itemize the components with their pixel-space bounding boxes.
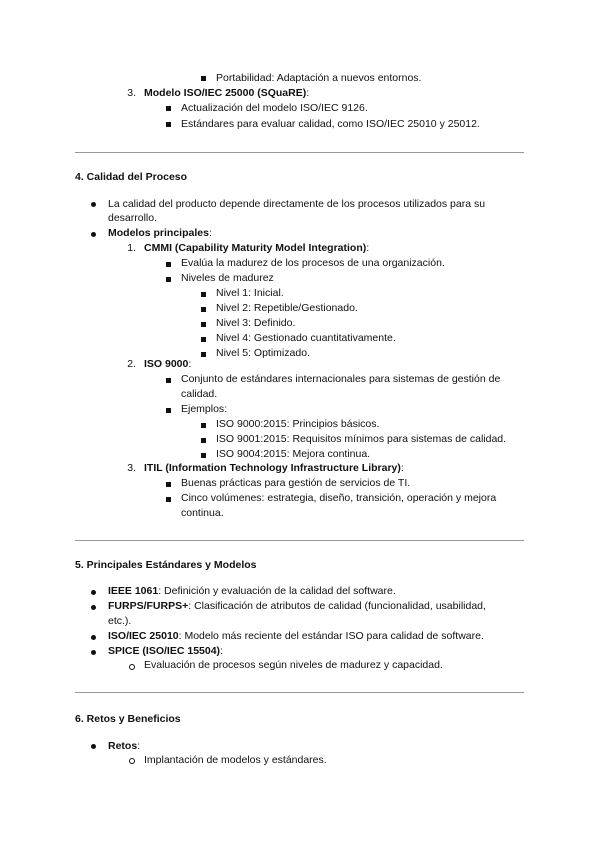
list-item-models: Modelos principales: bbox=[108, 227, 212, 239]
list-number: 3. bbox=[127, 87, 136, 99]
term: Modelos principales bbox=[108, 227, 209, 239]
bullet-icon bbox=[91, 605, 96, 610]
list-item-spice: SPICE (ISO/IEC 15504): bbox=[108, 645, 223, 657]
list-item: Actualización del modelo ISO/IEC 9126. bbox=[181, 102, 368, 114]
square-bullet-icon bbox=[166, 262, 171, 267]
list-item: La calidad del producto depende directamente de los procesos utilizados para su bbox=[108, 198, 486, 210]
list-item-example: ISO 9004:2015: Mejora continua. bbox=[216, 448, 371, 460]
bullet-icon bbox=[91, 202, 96, 207]
list-item: Conjunto de estándares internacionales para sistemas de gestión de bbox=[181, 373, 501, 385]
list-item-level: Nivel 3: Definido. bbox=[216, 317, 296, 329]
bullet-icon bbox=[91, 635, 96, 640]
list-item: Implantación de modelos y estándares. bbox=[144, 754, 327, 766]
square-bullet-icon bbox=[201, 292, 206, 297]
description: : Clasificación de atributos de calidad (funcionalidad, usabilidad, bbox=[188, 600, 486, 612]
list-item-portabilidad: Portabilidad: Adaptación a nuevos entornos. bbox=[216, 72, 422, 84]
list-item-level: Nivel 5: Optimizado. bbox=[216, 347, 310, 359]
term: ISO/IEC 25010 bbox=[108, 630, 179, 642]
list-item-continuation: etc.). bbox=[108, 615, 132, 627]
term: FURPS/FURPS+ bbox=[108, 600, 189, 612]
list-item-level: Nivel 4: Gestionado cuantitativamente. bbox=[216, 332, 396, 344]
list-item: Estándares para evaluar calidad, como ISO/IEC 25010 y 25012. bbox=[181, 118, 480, 130]
section-heading-4: 4. Calidad del Proceso bbox=[75, 171, 188, 183]
list-item-level: Nivel 2: Repetible/Gestionado. bbox=[216, 302, 358, 314]
list-item-level: Nivel 1: Inicial. bbox=[216, 287, 284, 299]
square-bullet-icon bbox=[201, 76, 206, 81]
list-item-example: ISO 9001:2015: Requisitos mínimos para sistemas de calidad. bbox=[216, 433, 507, 445]
horizontal-rule bbox=[75, 152, 524, 153]
square-bullet-icon bbox=[201, 438, 206, 443]
square-bullet-icon bbox=[166, 482, 171, 487]
list-item-examples: Ejemplos: bbox=[181, 403, 228, 415]
list-item-itil: ITIL (Information Technology Infrastructure Library): bbox=[144, 462, 404, 474]
list-item-cmmi: CMMI (Capability Maturity Model Integration): bbox=[144, 242, 370, 254]
list-item-iso9000: ISO 9000: bbox=[144, 358, 192, 370]
square-bullet-icon bbox=[166, 408, 171, 413]
list-item-ieee bbox=[108, 584, 396, 599]
horizontal-rule bbox=[75, 692, 524, 693]
list-item-iso25000: Modelo ISO/IEC 25000 (SQuaRE): bbox=[144, 87, 310, 99]
bullet-icon bbox=[91, 744, 96, 749]
square-bullet-icon bbox=[201, 307, 206, 312]
list-item-continuation: calidad. bbox=[181, 388, 218, 400]
square-bullet-icon bbox=[166, 122, 171, 127]
term: ISO 9000 bbox=[144, 358, 189, 370]
section-heading-5: 5. Principales Estándares y Modelos bbox=[75, 559, 257, 571]
list-number: 1. bbox=[127, 242, 136, 254]
section-heading-6: 6. Retos y Beneficios bbox=[75, 713, 181, 725]
horizontal-rule bbox=[75, 540, 524, 541]
square-bullet-icon bbox=[166, 277, 171, 282]
list-item-iso25010 bbox=[108, 629, 484, 644]
term: CMMI (Capability Maturity Model Integration) bbox=[144, 242, 367, 254]
list-item-retos: Retos: bbox=[108, 740, 141, 752]
term: ITIL (Information Technology Infrastructure Library) bbox=[144, 462, 401, 474]
square-bullet-icon bbox=[201, 453, 206, 458]
square-bullet-icon bbox=[201, 337, 206, 342]
square-bullet-icon bbox=[166, 497, 171, 502]
hollow-bullet-icon bbox=[129, 664, 135, 670]
list-item: Niveles de madurez bbox=[181, 272, 274, 284]
term: SPICE (ISO/IEC 15504) bbox=[108, 645, 221, 657]
list-item-continuation: desarrollo. bbox=[108, 212, 158, 224]
description: : Definición y evaluación de la calidad del software. bbox=[158, 585, 396, 597]
term: IEEE 1061 bbox=[108, 585, 159, 597]
square-bullet-icon bbox=[201, 322, 206, 327]
list-number: 3. bbox=[127, 462, 136, 474]
term: Retos bbox=[108, 740, 138, 752]
description: : Modelo más reciente del estándar ISO para calidad de software. bbox=[178, 630, 484, 642]
list-item-furps bbox=[108, 599, 486, 614]
list-item: Buenas prácticas para gestión de servicios de TI. bbox=[181, 477, 411, 489]
list-item: Evaluación de procesos según niveles de madurez y capacidad. bbox=[144, 659, 443, 671]
list-item-continuation: continua. bbox=[181, 507, 224, 519]
hollow-bullet-icon bbox=[129, 758, 135, 764]
list-item: Evalúa la madurez de los procesos de una organización. bbox=[181, 257, 445, 269]
term: Modelo ISO/IEC 25000 (SQuaRE) bbox=[144, 87, 307, 99]
square-bullet-icon bbox=[201, 352, 206, 357]
bullet-icon bbox=[91, 650, 96, 655]
square-bullet-icon bbox=[201, 423, 206, 428]
square-bullet-icon bbox=[166, 106, 171, 111]
square-bullet-icon bbox=[166, 378, 171, 383]
label: Ejemplos bbox=[181, 403, 225, 415]
list-number: 2. bbox=[127, 358, 136, 370]
bullet-icon bbox=[91, 590, 96, 595]
bullet-icon bbox=[91, 232, 96, 237]
list-item: Cinco volúmenes: estrategia, diseño, transición, operación y mejora bbox=[181, 492, 497, 504]
list-item-example: ISO 9000:2015: Principios básicos. bbox=[216, 418, 380, 430]
